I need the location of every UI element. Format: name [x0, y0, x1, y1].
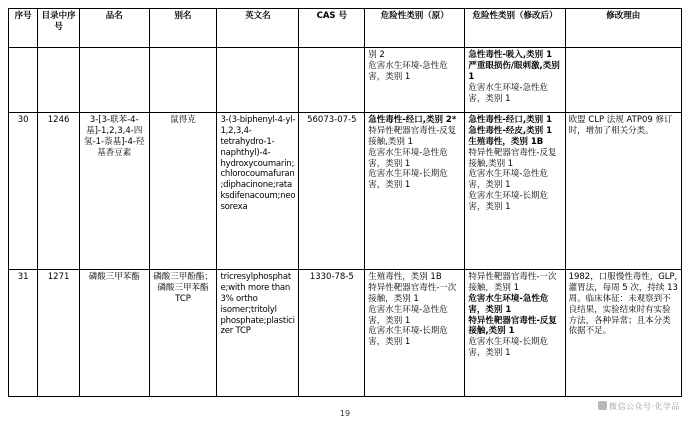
cell-catalog-no: 1246 — [38, 113, 79, 270]
column-header-seq: 序号 — [9, 9, 38, 48]
hazard-classification-table — [8, 8, 682, 397]
cell-seq: 30 — [9, 113, 38, 270]
hazard-class-line: 特异性靶器官毒性-反复接触,类别 1 — [468, 315, 557, 337]
hazard-class-line: 危害水生环境-急性危害，类别 1 — [468, 169, 548, 191]
cell-cas: 1330-78-5 — [299, 270, 365, 397]
column-header-english-name: 英文名 — [217, 9, 299, 48]
cell-english-name — [217, 48, 299, 113]
hazard-class-line: 严重眼损伤/眼刺激,类别 1 — [468, 60, 560, 82]
cell-cas: 56073-07-5 — [299, 113, 365, 270]
hazard-class-line: 特异性靶器官毒性-一次接触，类别 1 — [368, 282, 457, 304]
cell-seq: 31 — [9, 270, 38, 397]
hazard-class-line: 危害水生环境-长期危害，类别 1 — [468, 191, 548, 212]
cell-reason — [565, 48, 681, 113]
cell-reason: 1982，口服慢性毒性，GLP,灌胃法，每周 5 次，持续 13 周。临床体征：未观察到不良结果，实验结束时有实验方法，各种异常；且本分类依据不足。 — [565, 270, 681, 397]
hazard-class-line: 危害水生环境-急性危害，类别 1 — [368, 60, 448, 82]
cell-name: 3-[3-联苯-4-基]-1,2,3,4-四氢-1-萘基]-4-羟基香豆素 — [79, 113, 149, 270]
table-row — [9, 270, 682, 397]
cell-seq — [9, 48, 38, 113]
cell-alias — [149, 48, 217, 113]
column-header-revised-hazard-class: 危险性类别（修改后） — [465, 9, 565, 48]
hazard-class-line: 别 2 — [368, 50, 385, 60]
hazard-class-line: 生殖毒性，类别 1B — [368, 272, 442, 282]
table-header — [9, 9, 682, 48]
hazard-class-line: 特异性靶器官毒性-反复接触,类别 1 — [368, 125, 457, 147]
hazard-class-line: 急性毒性-经口,类别 2* — [368, 115, 457, 125]
hazard-class-line: 生殖毒性，类别 1B — [468, 136, 544, 147]
cell-original-hazard-class — [365, 113, 465, 270]
table-body — [9, 48, 682, 397]
cell-revised-hazard-class — [465, 270, 565, 397]
hazard-class-line: 危害水生环境-急性危害，类别 1 — [468, 82, 548, 104]
hazard-class-line: 特异性靶器官毒性-反复接触,类别 1 — [468, 147, 557, 169]
cell-original-hazard-class — [365, 48, 465, 113]
cell-revised-hazard-class — [465, 113, 565, 270]
hazard-class-line: 急性毒性-经皮,类别 1 — [468, 125, 553, 136]
cell-alias: 磷酸三甲酚酯；磷酸三甲苯酯 TCP — [149, 270, 217, 397]
watermark-label: 微信公众号·化学品 — [608, 402, 680, 411]
table-header-row — [9, 9, 682, 48]
hazard-class-line: 危害水生环境-长期危害，类别 1 — [468, 337, 548, 359]
hazard-class-line: 急性毒性-吸入,类别 1 — [468, 50, 553, 60]
hazard-class-line: 危害水生环境-急性危害，类别 1 — [368, 147, 448, 169]
hazard-class-line: 危害水生环境-急性危害，类别 1 — [368, 304, 448, 326]
hazard-class-line: 特异性靶器官毒性-一次接触，类别 1 — [468, 272, 557, 293]
cell-name — [79, 48, 149, 113]
cell-catalog-no: 1271 — [38, 270, 79, 397]
column-header-reason: 修改理由 — [565, 9, 681, 48]
cell-english-name: tricresylphosphate;with more than 3% ortho isomer;tritolyl phosphate;plasticizer TCP — [217, 270, 299, 397]
column-header-original-hazard-class: 危险性类别（原） — [365, 9, 465, 48]
table-row — [9, 113, 682, 270]
table-row — [9, 48, 682, 113]
column-header-name: 品名 — [79, 9, 149, 48]
watermark-icon — [598, 401, 607, 410]
column-header-cas: CAS 号 — [299, 9, 365, 48]
hazard-class-line: 急性毒性-经口,类别 1 — [468, 115, 553, 125]
column-header-catalog-no: 目录中序号 — [38, 9, 79, 48]
column-header-alias: 别名 — [149, 9, 217, 48]
hazard-class-line: 危害水生环境-长期危害，类别 1 — [368, 169, 448, 191]
cell-alias: 鼠得克 — [149, 113, 217, 270]
hazard-class-line: 危害水生环境-长期危害，类别 1 — [368, 326, 448, 348]
cell-original-hazard-class — [365, 270, 465, 397]
cell-cas — [299, 48, 365, 113]
cell-english-name: 3-(3-biphenyl-4-yl-1,2,3,4-tetrahydro-1-naphthyl)-4-hydroxycoumarin;chlorocoumafuran;diphacinone;rataksdifenacoum;neosorexa — [217, 113, 299, 270]
cell-revised-hazard-class — [465, 48, 565, 113]
cell-reason: 欧盟 CLP 法规 ATP09 修订时，增加了相关分类。 — [565, 113, 681, 270]
cell-name: 磷酸三甲苯酯 — [79, 270, 149, 397]
cell-catalog-no — [38, 48, 79, 113]
page-number: 19 — [339, 409, 351, 418]
watermark — [598, 401, 680, 412]
hazard-class-line: 危害水生环境-急性危害，类别 1 — [468, 293, 549, 315]
